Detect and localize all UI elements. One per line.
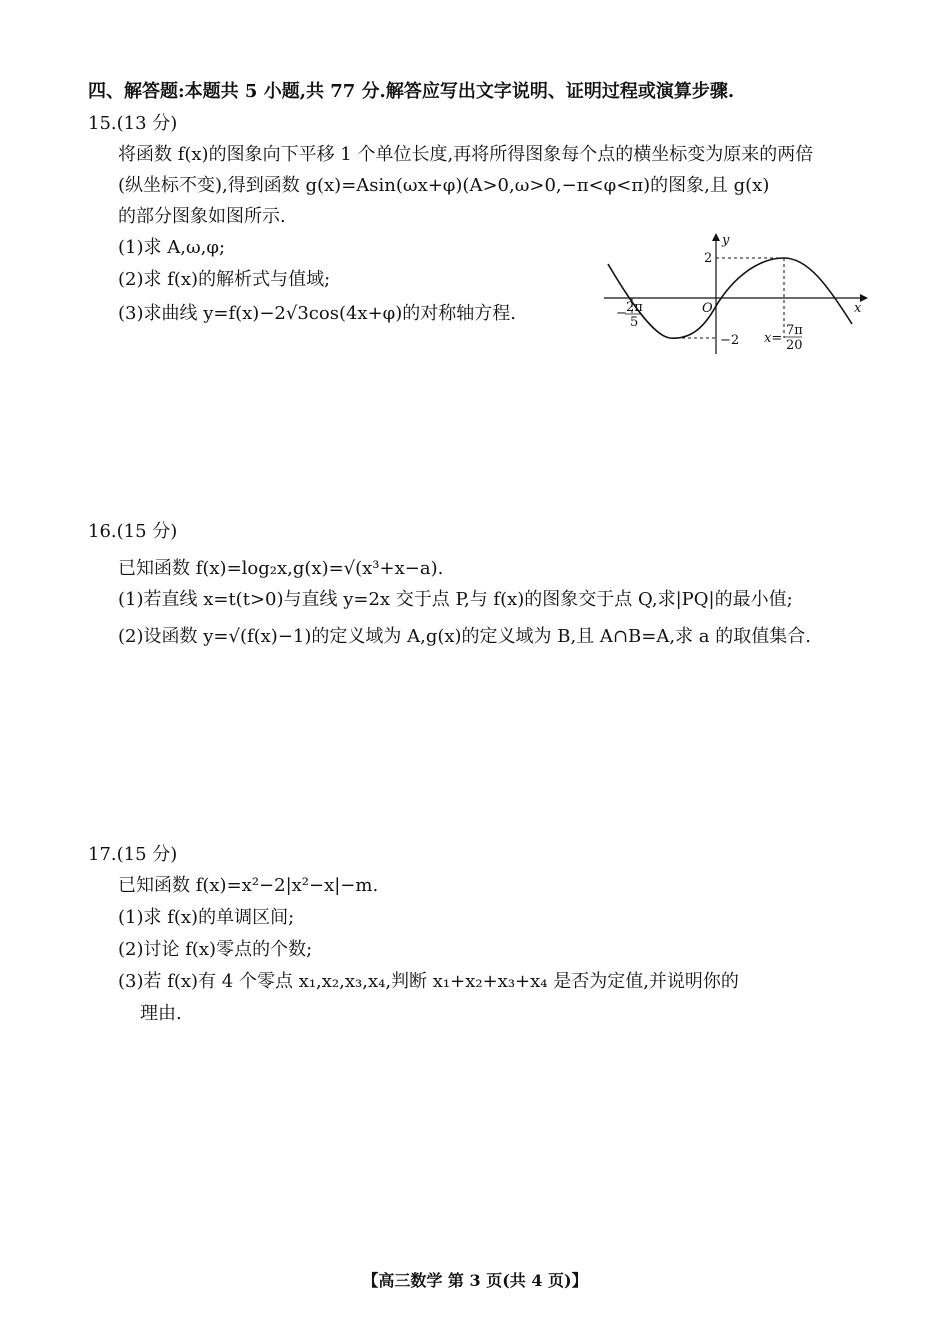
max-value-label: 2 xyxy=(704,251,713,266)
right-point-denominator: 20 xyxy=(786,338,803,353)
q17-part2: (2)讨论 f(x)零点的个数; xyxy=(118,939,313,960)
q15-part2: (2)求 f(x)的解析式与值域; xyxy=(118,269,331,290)
q17-part1: (1)求 f(x)的单调区间; xyxy=(118,907,295,928)
q15-part3: (3)求曲线 y=f(x)−2√3cos(4x+φ)的对称轴方程. xyxy=(118,303,516,324)
left-point-denominator: 5 xyxy=(630,315,639,330)
y-axis-arrow-icon xyxy=(712,233,720,241)
q15-line3: 的部分图象如图所示. xyxy=(118,206,286,227)
q15-line2: (纵坐标不变),得到函数 g(x)=Asin(ωx+φ)(A>0,ω>0,−π<φ<π)的图象,且 g(x) xyxy=(118,175,770,196)
q17-part3-continued: 理由. xyxy=(140,1003,182,1024)
page-footer: 【高三数学 第 3 页(共 4 页)】 xyxy=(362,1271,588,1290)
section-heading: 四、解答题:本题共 5 小题,共 77 分.解答应写出文字说明、证明过程或演算步骤. xyxy=(88,81,735,102)
left-point-sign: − xyxy=(616,306,627,321)
min-value-label: −2 xyxy=(720,333,740,348)
sine-graph-svg xyxy=(598,228,868,358)
x-axis-label: x xyxy=(854,301,862,316)
q16-number: 16.(15 分) xyxy=(88,521,178,542)
q15-part1: (1)求 A,ω,φ; xyxy=(118,237,226,258)
y-axis-label: y xyxy=(722,233,730,248)
left-point-numerator: 2π xyxy=(626,300,643,315)
q16-line1: 已知函数 f(x)=log₂x,g(x)=√(x³+x−a). xyxy=(118,558,444,579)
sine-graph-figure xyxy=(598,228,868,358)
q15-line1: 将函数 f(x)的图象向下平移 1 个单位长度,再将所得图象每个点的横坐标变为原来的两倍 xyxy=(118,144,814,165)
right-point-prefix: x= xyxy=(764,331,783,346)
q15-number: 15.(13 分) xyxy=(88,113,178,134)
q17-part3: (3)若 f(x)有 4 个零点 x₁,x₂,x₃,x₄,判断 x₁+x₂+x₃+x₄ 是否为定值,并说明你的 xyxy=(118,971,739,992)
q16-part2: (2)设函数 y=√(f(x)−1)的定义域为 A,g(x)的定义域为 B,且 A∩B=A,求 a 的取值集合. xyxy=(118,626,811,647)
q16-part1: (1)若直线 x=t(t>0)与直线 y=2x 交于点 P,与 f(x)的图象交于点 Q,求|PQ|的最小值; xyxy=(118,589,793,610)
q17-number: 17.(15 分) xyxy=(88,844,178,865)
q17-line1: 已知函数 f(x)=x²−2|x²−x|−m. xyxy=(118,875,379,896)
right-point-numerator: 7π xyxy=(786,323,803,338)
origin-label: O xyxy=(702,301,713,316)
